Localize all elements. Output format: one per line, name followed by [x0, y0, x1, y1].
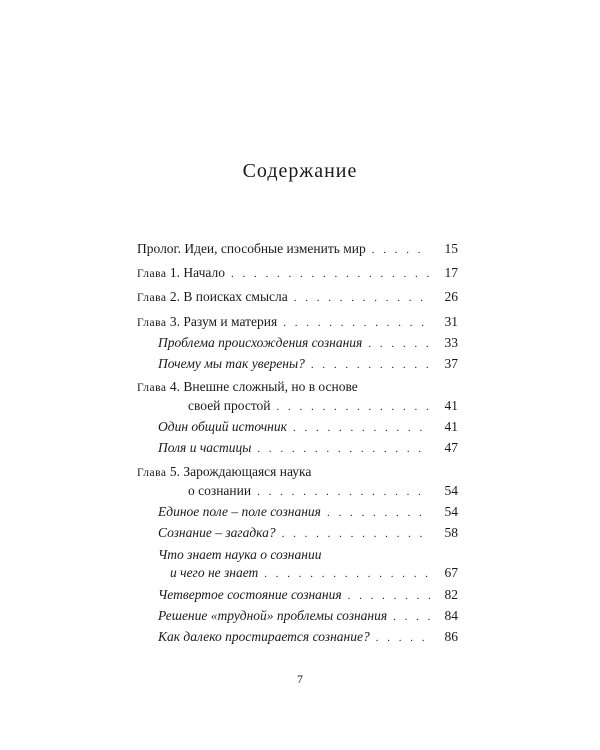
toc-entry-page: 54 [444, 504, 458, 519]
chapter-title: 1. Начало [166, 265, 225, 280]
toc-entry-label: Единое поле – поле сознания [158, 504, 321, 519]
toc-entry-page: 15 [444, 241, 458, 256]
toc-entry-section[interactable] [170, 564, 458, 582]
leader-dots [294, 289, 430, 307]
chapter-prefix: Глава [137, 268, 167, 280]
toc-entry-page: 17 [444, 265, 458, 280]
toc-entry-page: 47 [444, 440, 458, 455]
chapter-prefix: Глава [137, 317, 167, 329]
toc-entry-chapter-5[interactable] [188, 482, 458, 500]
toc-entry-page: 86 [444, 629, 458, 644]
leader-dots [264, 565, 430, 583]
toc-entry-chapter-3[interactable] [137, 313, 458, 331]
toc-entry-label: Один общий источник [158, 419, 287, 434]
toc-entry-section[interactable] [158, 503, 458, 521]
leader-dots [293, 419, 430, 437]
toc-entry-label: Решение «трудной» проблемы сознания [158, 608, 388, 623]
leader-dots [257, 483, 430, 501]
toc-entry-prolog[interactable] [137, 240, 458, 258]
page-title: Содержание [242, 160, 358, 182]
toc-entry-page: 31 [444, 314, 458, 329]
toc-entry-page: 82 [444, 587, 458, 602]
toc-entry-label [137, 288, 288, 307]
chapter-title: 5. Зарождающаяся наука [166, 464, 312, 479]
toc-entry-label [137, 264, 225, 283]
chapter-title: 2. В поисках смысла [166, 289, 288, 304]
leader-dots [257, 440, 430, 458]
toc-entry-page: 58 [444, 525, 458, 540]
toc-entry-section[interactable] [158, 355, 458, 373]
toc-entry-page: 54 [444, 483, 458, 498]
toc-entry-label: Почему мы так уверены? [158, 356, 305, 371]
leader-dots [231, 265, 430, 283]
chapter-title: 4. Внешне сложный, но в основе [166, 379, 358, 394]
leader-dots [277, 398, 430, 416]
leader-dots [311, 356, 430, 374]
toc-entry-label: Четвертое состояние сознания [158, 587, 342, 602]
leader-dots [327, 504, 430, 522]
leader-dots [372, 241, 430, 259]
chapter-title: 3. Разум и материя [166, 314, 278, 329]
chapter-prefix: Глава [137, 292, 167, 304]
toc-entry-page: 41 [444, 398, 458, 413]
toc-entry-page: 84 [444, 608, 458, 623]
toc-entry-label: Как далеко простирается сознание? [158, 629, 370, 644]
toc-entry-section[interactable] [158, 524, 458, 542]
toc-entry-label: Проблема происхождения сознания [158, 335, 363, 350]
toc-entry-chapter-1[interactable] [137, 264, 458, 282]
leader-dots [376, 629, 430, 647]
toc-entry-section[interactable] [158, 628, 458, 646]
toc-entry-label: Поля и частицы [158, 440, 252, 455]
toc-entry-label: своей простой [188, 398, 271, 413]
toc-entry-section[interactable] [158, 607, 458, 625]
leader-dots [393, 608, 430, 626]
toc-entry-label: Пролог. Идеи, способные изменить мир [137, 241, 366, 256]
toc-entry-section[interactable] [158, 439, 458, 457]
toc-entry-label [137, 313, 277, 332]
toc-entry-label: Сознание – загадка? [158, 525, 276, 540]
toc-entry-chapter-4-line1[interactable] [137, 378, 358, 397]
page-number: 7 [297, 672, 303, 686]
toc-entry-section[interactable] [158, 586, 458, 604]
toc-entry-page: 67 [444, 565, 458, 580]
toc-entry-chapter-4[interactable] [188, 397, 458, 415]
toc-entry-section[interactable] [158, 418, 458, 436]
toc-entry-page: 41 [444, 419, 458, 434]
leader-dots [368, 335, 430, 353]
toc-entry-page: 37 [444, 356, 458, 371]
toc-entry-label: и чего не знает [170, 565, 259, 580]
toc-entry-section[interactable] [158, 334, 458, 352]
toc-entry-section-line1[interactable]: Что знает наука о сознании [158, 547, 322, 562]
toc-entry-page: 33 [444, 335, 458, 350]
chapter-prefix: Глава [137, 382, 167, 394]
leader-dots [348, 587, 430, 605]
chapter-prefix: Глава [137, 467, 167, 479]
leader-dots [283, 314, 430, 332]
leader-dots [282, 525, 430, 543]
toc-entry-chapter-2[interactable] [137, 288, 458, 306]
toc-entry-chapter-5-line1[interactable] [137, 463, 311, 482]
toc-entry-page: 26 [444, 289, 458, 304]
toc-entry-label: о сознании [188, 483, 252, 498]
